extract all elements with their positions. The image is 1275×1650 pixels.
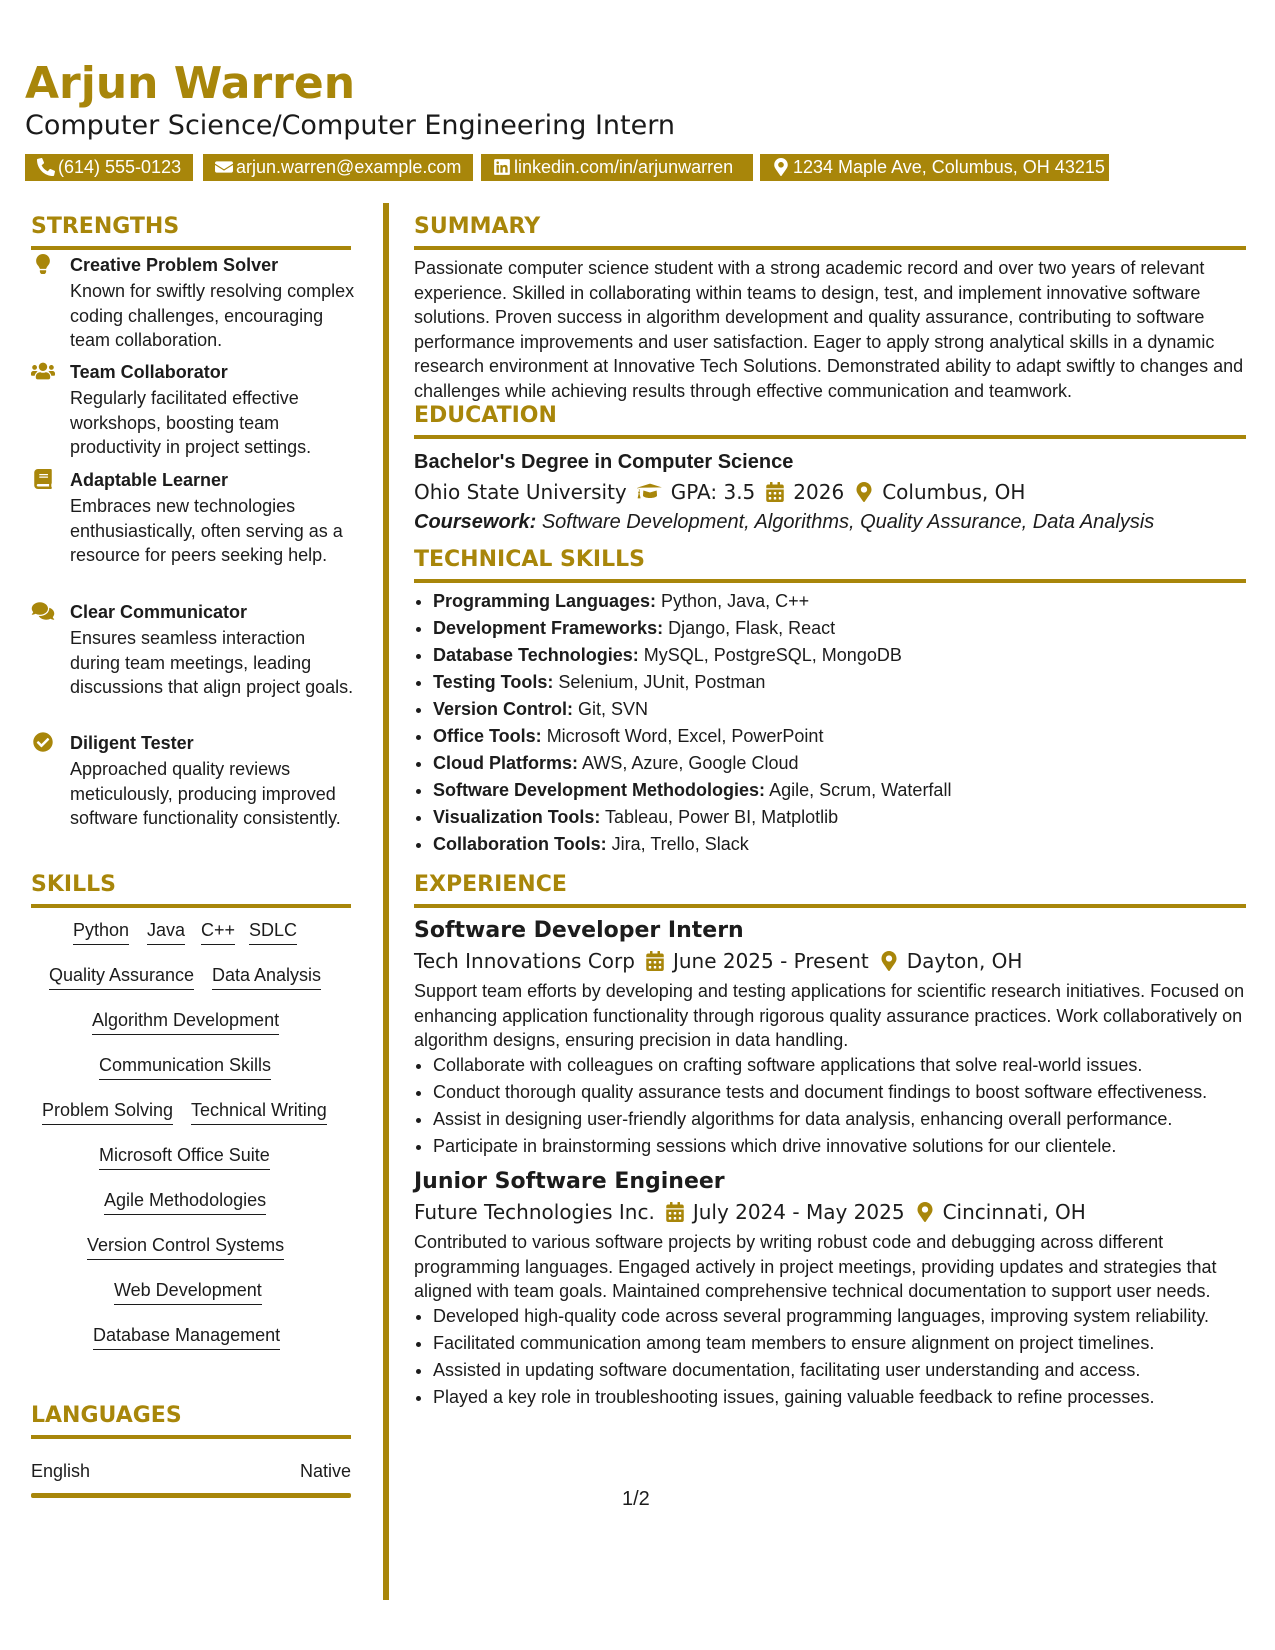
gpa: GPA: 3.5 bbox=[670, 480, 756, 504]
comments-icon bbox=[31, 601, 55, 621]
strength-desc: Regularly facilitated effective workshops, boosting team productivity in project settings. bbox=[70, 388, 312, 457]
tech-skill-item bbox=[433, 615, 1246, 642]
tech-skill-item bbox=[433, 642, 1246, 669]
contact-email-text: arjun.warren@example.com bbox=[236, 157, 462, 177]
skill-tag: Quality Assurance bbox=[49, 964, 194, 990]
skill-tag: Java bbox=[147, 919, 185, 945]
tech-skill-label: Version Control: bbox=[433, 699, 574, 719]
school-location: Columbus, OH bbox=[882, 480, 1026, 504]
job-dates: July 2024 - May 2025 bbox=[692, 1200, 905, 1224]
contact-phone-text: (614) 555-0123 bbox=[58, 157, 182, 177]
job-meta bbox=[414, 1202, 1246, 1222]
experience-heading: EXPERIENCE bbox=[414, 872, 567, 897]
job-entry bbox=[414, 1171, 1246, 1409]
contact-email[interactable] bbox=[203, 154, 473, 181]
skills-section bbox=[31, 874, 351, 908]
skill-tag: Technical Writing bbox=[191, 1099, 327, 1125]
tech-skill-value: Jira, Trello, Slack bbox=[611, 834, 749, 854]
job-company: Future Technologies Inc. bbox=[414, 1200, 655, 1224]
job-meta bbox=[414, 951, 1246, 971]
job-dates: June 2025 - Present bbox=[672, 949, 869, 973]
contact-phone[interactable] bbox=[25, 154, 193, 181]
coursework-label: Coursework: bbox=[414, 511, 537, 533]
strength-desc: Approached quality reviews meticulously, producing improved software functionality consistently. bbox=[70, 759, 341, 828]
summary-text: Passionate computer science student with a strong academic record and over two years of relevant experience. Skilled in collaborating within teams to design, test, and implement innovative software solutions. Proven success in algorithm development and quality assurance, contributing to software performance improvements and user satisfaction. Eager to apply strong analytical skills in a dynamic research environment at Innovative Tech Solutions. Demonstrated ability to adapt swiftly to changes and challenges while achieving results through effective communication and teamwork. bbox=[414, 258, 1244, 401]
tech-skill-value: Agile, Scrum, Waterfall bbox=[769, 780, 952, 800]
page-number: 1/2 bbox=[622, 1488, 650, 1510]
check-circle-icon bbox=[33, 732, 53, 752]
job-bullet: • Participate in brainstorming sessions which drive innovative solutions for our clientele. bbox=[433, 1134, 1246, 1159]
job-bullet: • Assisted in updating software documentation, facilitating user understanding and access. bbox=[433, 1358, 1246, 1383]
map-pin-icon bbox=[879, 951, 899, 971]
tech-skill-value: Microsoft Word, Excel, PowerPoint bbox=[546, 726, 824, 746]
map-pin-icon bbox=[854, 482, 874, 502]
strength-desc: Embraces new technologies enthusiastically, often serving as a resource for peers seeking help. bbox=[70, 496, 343, 565]
tech-skill-label: Programming Languages: bbox=[433, 591, 657, 611]
language-level: Native bbox=[299, 1461, 351, 1481]
skill-tag: Communication Skills bbox=[99, 1054, 271, 1080]
summary-section bbox=[414, 216, 1246, 403]
skill-tag: Algorithm Development bbox=[92, 1009, 279, 1035]
job-entry bbox=[414, 920, 1246, 1158]
phone-icon bbox=[37, 158, 55, 176]
envelope-icon bbox=[215, 158, 233, 176]
strengths-rule bbox=[31, 246, 351, 250]
technical-skills-section bbox=[414, 549, 1246, 858]
skill-tag: Data Analysis bbox=[212, 964, 321, 990]
tech-skill-label: Cloud Platforms: bbox=[433, 753, 579, 773]
tech-skill-label: Collaboration Tools: bbox=[433, 834, 607, 854]
tech-skill-value: Tableau, Power BI, Matplotlib bbox=[605, 807, 839, 827]
candidate-role: Computer Science/Computer Engineering Intern bbox=[25, 110, 675, 141]
tech-skill-item bbox=[433, 804, 1246, 831]
skill-tag: C++ bbox=[201, 919, 235, 945]
skill-tag: SDLC bbox=[249, 919, 297, 945]
skill-tag: Python bbox=[73, 919, 129, 945]
experience-section bbox=[414, 874, 1246, 1412]
strength-desc: Ensures seamless interaction during team meetings, leading discussions that align project goals. bbox=[70, 628, 354, 697]
coursework-text: Software Development, Algorithms, Quality Assurance, Data Analysis bbox=[541, 511, 1155, 533]
education-rule bbox=[414, 435, 1246, 439]
education-meta bbox=[414, 482, 1246, 502]
tech-skill-item bbox=[433, 588, 1246, 615]
skill-tag: Database Management bbox=[93, 1324, 280, 1350]
skills-rule bbox=[31, 904, 351, 908]
job-bullet: • Facilitated communication among team members to ensure alignment on project timelines. bbox=[433, 1331, 1246, 1356]
book-icon bbox=[33, 469, 53, 489]
strengths-heading: STRENGTHS bbox=[31, 214, 180, 239]
job-location: Dayton, OH bbox=[906, 949, 1023, 973]
strength-title: Team Collaborator bbox=[70, 362, 228, 382]
strengths-section bbox=[31, 216, 351, 250]
strength-title: Creative Problem Solver bbox=[70, 255, 279, 275]
graduation-year: 2026 bbox=[793, 480, 845, 504]
strength-title: Clear Communicator bbox=[70, 602, 248, 622]
skill-tag: Agile Methodologies bbox=[104, 1189, 266, 1215]
job-bullet: • Developed high-quality code across several programming languages, improving system reliability. bbox=[433, 1304, 1246, 1329]
tech-skill-item bbox=[433, 723, 1246, 750]
tech-skill-item bbox=[433, 750, 1246, 777]
map-pin-icon bbox=[915, 1202, 935, 1222]
contact-address bbox=[760, 154, 1109, 181]
skill-tag: Microsoft Office Suite bbox=[99, 1144, 270, 1170]
tech-skill-label: Testing Tools: bbox=[433, 672, 554, 692]
strength-title: Adaptable Learner bbox=[70, 470, 229, 490]
calendar-icon bbox=[665, 1202, 685, 1222]
tech-skill-label: Database Technologies: bbox=[433, 645, 639, 665]
tech-skill-value: Git, SVN bbox=[578, 699, 649, 719]
graduation-cap-icon bbox=[637, 482, 663, 502]
coursework bbox=[414, 512, 1246, 532]
technical-skills-rule bbox=[414, 579, 1246, 583]
users-icon bbox=[31, 361, 55, 381]
strength-desc: Known for swiftly resolving complex coding challenges, encouraging team collaboration. bbox=[70, 281, 355, 350]
tech-skill-value: AWS, Azure, Google Cloud bbox=[582, 753, 799, 773]
tech-skill-item bbox=[433, 777, 1246, 804]
tech-skill-value: Python, Java, C++ bbox=[661, 591, 810, 611]
languages-heading: LANGUAGES bbox=[31, 1403, 182, 1428]
contact-address-text: 1234 Maple Ave, Columbus, OH 43215 bbox=[793, 157, 1105, 177]
job-bullet: • Played a key role in troubleshooting issues, gaining valuable feedback to refine processes. bbox=[433, 1385, 1246, 1410]
summary-rule bbox=[414, 246, 1246, 250]
job-bullet: • Conduct thorough quality assurance tests and document findings to boost software effectiveness. bbox=[433, 1080, 1246, 1105]
job-bullet: • Collaborate with colleagues on crafting software applications that solve real-world issues. bbox=[433, 1053, 1246, 1078]
linkedin-icon bbox=[493, 158, 511, 176]
calendar-icon bbox=[645, 951, 665, 971]
calendar-icon bbox=[765, 482, 785, 502]
skill-tag: Web Development bbox=[114, 1279, 262, 1305]
skill-tag: Version Control Systems bbox=[87, 1234, 284, 1260]
language-name: English bbox=[31, 1461, 91, 1481]
degree-title: Bachelor's Degree in Computer Science bbox=[414, 451, 794, 473]
job-summary: Support team efforts by developing and testing applications for scientific research initiatives. Focused on enhancing application functionality through rigorous quality assurance practices. Work collaboratively on algorithm designs, ensuring precision in data handling. bbox=[414, 981, 1245, 1050]
job-company: Tech Innovations Corp bbox=[414, 949, 635, 973]
skill-tag: Problem Solving bbox=[42, 1099, 173, 1125]
job-title: Junior Software Engineer bbox=[414, 1169, 725, 1194]
contact-linkedin[interactable] bbox=[481, 154, 753, 181]
summary-heading: SUMMARY bbox=[414, 214, 541, 239]
job-bullets bbox=[414, 1304, 1246, 1410]
tech-skill-label: Office Tools: bbox=[433, 726, 542, 746]
job-bullet: • Assist in designing user-friendly algorithms for data analysis, enhancing overall performance. bbox=[433, 1107, 1246, 1132]
strength-title: Diligent Tester bbox=[70, 733, 194, 753]
tech-skill-label: Visualization Tools: bbox=[433, 807, 601, 827]
column-divider bbox=[383, 203, 389, 1600]
tech-skill-value: Django, Flask, React bbox=[668, 618, 836, 638]
lightbulb-icon bbox=[33, 254, 53, 274]
language-level-bar bbox=[31, 1493, 351, 1498]
education-section bbox=[414, 405, 1246, 532]
skills-heading: SKILLS bbox=[31, 872, 116, 897]
language-row bbox=[31, 1459, 351, 1483]
job-location: Cincinnati, OH bbox=[942, 1200, 1086, 1224]
job-title: Software Developer Intern bbox=[414, 918, 744, 943]
tech-skill-item bbox=[433, 669, 1246, 696]
experience-rule bbox=[414, 904, 1246, 908]
tech-skill-value: Selenium, JUnit, Postman bbox=[558, 672, 766, 692]
technical-skills-list bbox=[414, 588, 1246, 858]
candidate-name: Arjun Warren bbox=[25, 58, 356, 109]
job-bullets bbox=[414, 1053, 1246, 1159]
languages-section bbox=[31, 1405, 351, 1498]
school-name: Ohio State University bbox=[414, 480, 627, 504]
languages-rule bbox=[31, 1435, 351, 1439]
contact-linkedin-text: linkedin.com/in/arjunwarren bbox=[514, 157, 734, 177]
technical-skills-heading: TECHNICAL SKILLS bbox=[414, 547, 645, 572]
education-heading: EDUCATION bbox=[414, 403, 557, 428]
job-summary: Contributed to various software projects by writing robust code and debugging across different programming languages. Engaged actively in project meetings, providing updates and strategies that aligned with team goals. Maintained comprehensive technical documentation to support user needs. bbox=[414, 1232, 1217, 1301]
tech-skill-item bbox=[433, 831, 1246, 858]
tech-skill-label: Software Development Methodologies: bbox=[433, 780, 766, 800]
tech-skill-item bbox=[433, 696, 1246, 723]
tech-skill-label: Development Frameworks: bbox=[433, 618, 664, 638]
map-pin-icon bbox=[772, 158, 790, 176]
tech-skill-value: MySQL, PostgreSQL, MongoDB bbox=[643, 645, 902, 665]
